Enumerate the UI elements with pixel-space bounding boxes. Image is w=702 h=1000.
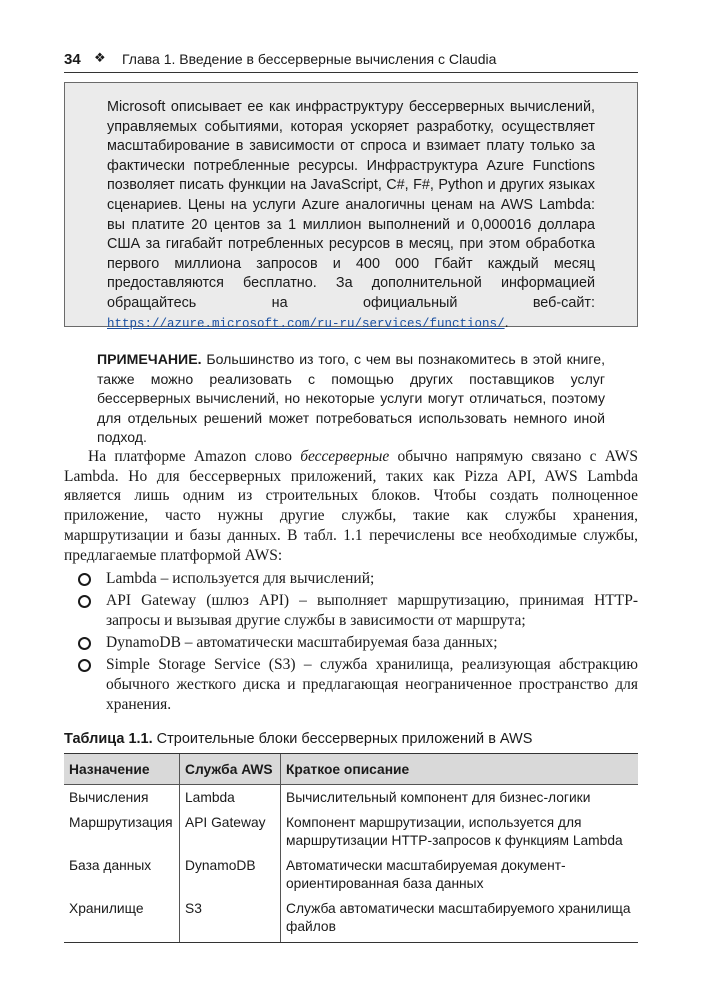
paragraph-italic-term: бессерверные <box>300 448 390 465</box>
cell-service: S3 <box>180 896 281 943</box>
table-row <box>64 896 638 943</box>
aws-building-blocks-table <box>64 753 638 943</box>
table-row <box>64 810 638 853</box>
list-item-text: Lambda – используется для вычислений; <box>106 570 375 587</box>
column-header-purpose: Назначение <box>64 754 180 785</box>
cell-description: Вычислительный компонент для бизнес-логики <box>281 785 639 811</box>
cell-service: Lambda <box>180 785 281 811</box>
sidebar-box-text <box>107 98 595 334</box>
body-paragraph <box>64 447 638 565</box>
table-row <box>64 785 638 811</box>
column-header-aws-service: Служба AWS <box>180 754 281 785</box>
note-text: Большинство из того, с чем вы познакомитесь в этой книге, также можно реализовать с помощью других поставщиков услуг бессерверных вычислений, но некоторые услуги могут отличаться, поэтому для отдельных решений может потребоваться использовать немного иной подход. <box>97 351 605 445</box>
list-item <box>64 569 638 589</box>
bullet-circle-icon <box>78 659 91 672</box>
sidebar-box-body: Microsoft описывает ее как инфраструктуру бессерверных вычислений, управляемых событиями, которая ускоряет разработку, осуществляет масштабирование в зависимости от спроса и взимает плату только за фактически потребленные ресурсы. Инфраструктура Azure Functions позволяет писать функции на JavaScript, C#, F#, Python и других языках сценариев. Цены на услуги Azure аналогичны ценам на AWS Lambda: вы платите 20 центов за 1 миллион выполнений и 0,000016 доллара США за гигабайт потребленных ресурсов в месяц, при этом обработка первого миллиона запросов и 400 000 Гбайт каждый месяц предоставляются бесплатно. За дополнительной информацией обращайтесь на официальный веб-сайт: <box>107 99 595 311</box>
page-number: 34 <box>64 51 81 68</box>
bullet-circle-icon <box>78 595 91 608</box>
header-ornament-icon: ❖ <box>94 50 106 65</box>
sidebar-box-period: . <box>504 314 509 331</box>
sidebar-box <box>64 82 638 331</box>
table-caption-text: Строительные блоки бессерверных приложений в AWS <box>152 731 533 747</box>
cell-purpose: Хранилище <box>64 896 180 943</box>
bullet-circle-icon <box>78 573 91 586</box>
table-row <box>64 853 638 896</box>
table-header-row <box>64 754 638 785</box>
cell-description: Компонент маршрутизации, используется для маршрутизации HTTP-запросов к функциям Lambda <box>281 810 639 853</box>
table-caption-label: Таблица 1.1. <box>64 731 153 747</box>
list-item-text: DynamoDB – автоматически масштабируемая база данных; <box>106 634 498 652</box>
chapter-title: Глава 1. Введение в бессерверные вычисления с Claudia <box>122 51 497 67</box>
column-header-description: Краткое описание <box>281 754 639 785</box>
cell-purpose: Маршрутизация <box>69 815 173 830</box>
cell-service: DynamoDB <box>180 853 281 896</box>
azure-functions-link[interactable]: https://azure.microsoft.com/ru-ru/services/functions/ <box>107 316 505 331</box>
note-block <box>97 350 605 448</box>
paragraph-lead: На платформе Amazon слово <box>88 448 301 465</box>
paragraph-rest: обычно напрямую связано с AWS Lambda. Но для бессерверных приложений, таких как Pizza API, AWS Lambda является лишь одним из строительных блоков. Чтобы создать полноценное приложение, часто нужны другие службы, такие как службы хранения, маршрутизации и базы данных. В табл. 1.1 перечислены все необходимые службы, предлагаемые платформой AWS: <box>64 448 638 564</box>
cell-service: API Gateway <box>180 810 281 853</box>
list-item <box>64 633 638 653</box>
list-item <box>64 591 638 630</box>
list-item-text: API Gateway (шлюз API) – выполняет маршрутизацию, принимая HTTP-запросы и вызывая другие службы в зависимости от маршрута; <box>106 592 638 629</box>
cell-description: Автоматически масштабируемая документ-ориентированная база данных <box>281 853 639 896</box>
table-caption <box>64 731 532 747</box>
bullet-circle-icon <box>78 637 91 650</box>
note-label: ПРИМЕЧАНИЕ. <box>97 351 202 367</box>
list-item <box>64 655 638 714</box>
cell-purpose: Вычисления <box>69 790 149 805</box>
services-list <box>64 569 638 717</box>
list-item-text: Simple Storage Service (S3) – служба хранилища, реализующая абстракцию обычного жесткого диска и предлагающая неограниченное пространство для хранения. <box>106 656 638 713</box>
cell-purpose: База данных <box>69 858 152 873</box>
cell-description: Служба автоматически масштабируемого хранилища файлов <box>281 896 639 943</box>
running-header <box>64 50 638 73</box>
